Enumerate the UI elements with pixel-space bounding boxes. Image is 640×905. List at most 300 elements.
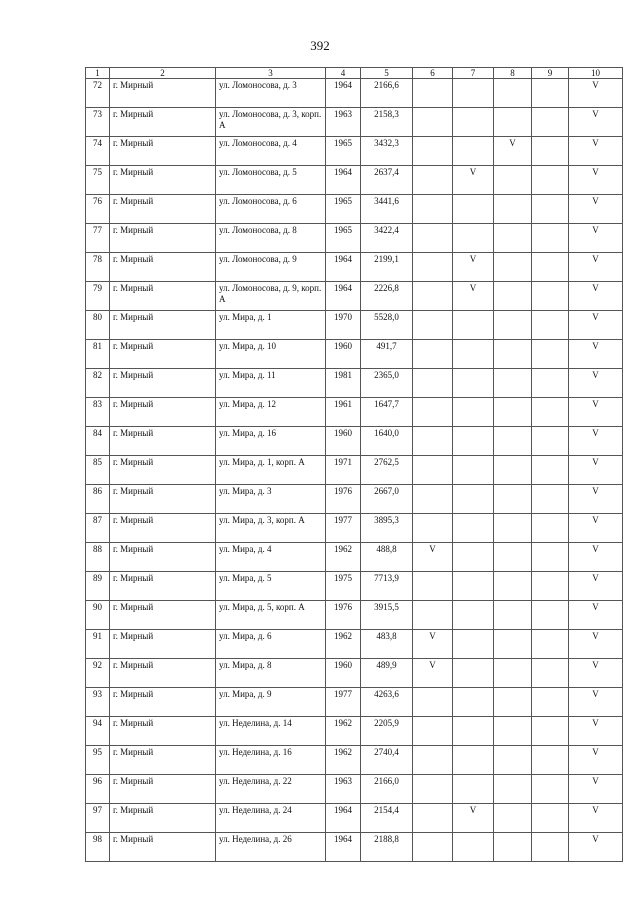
table-cell-col-6 (413, 717, 453, 746)
table-cell-col-year: 1960 (326, 659, 361, 688)
table-row (86, 282, 623, 311)
table-cell-col-6 (413, 514, 453, 543)
table-cell-col-number: 89 (86, 572, 110, 601)
table-cell-col-area: 2188,8 (361, 833, 413, 862)
table-cell-col-city: г. Мирный (110, 166, 216, 195)
table-cell-col-year: 1964 (326, 253, 361, 282)
table-cell-col-9 (532, 688, 569, 717)
table-cell-col-9 (532, 253, 569, 282)
table-cell-col-number: 87 (86, 514, 110, 543)
table-cell-col-10: V (569, 572, 623, 601)
table-cell-col-6 (413, 108, 453, 137)
table-cell-col-number: 93 (86, 688, 110, 717)
table-cell-col-city: г. Мирный (110, 311, 216, 340)
table-cell-col-8 (494, 282, 532, 311)
table-cell-col-city: г. Мирный (110, 572, 216, 601)
table-cell-col-number: 97 (86, 804, 110, 833)
table-cell-col-number: 90 (86, 601, 110, 630)
table-cell-col-10: V (569, 514, 623, 543)
table-row (86, 340, 623, 369)
table-cell-col-6 (413, 166, 453, 195)
table-cell-col-7 (453, 427, 494, 456)
table-cell-col-number: 81 (86, 340, 110, 369)
table-cell-col-9 (532, 108, 569, 137)
table-cell-col-address: ул. Неделина, д. 16 (216, 746, 326, 775)
table-cell-col-city: г. Мирный (110, 746, 216, 775)
table-cell-col-number: 95 (86, 746, 110, 775)
table-row (86, 804, 623, 833)
table-row (86, 746, 623, 775)
table-row (86, 630, 623, 659)
table-cell-col-8 (494, 485, 532, 514)
table-cell-col-9 (532, 630, 569, 659)
table-cell-col-10: V (569, 224, 623, 253)
table-cell-col-10: V (569, 282, 623, 311)
table-cell-col-6 (413, 688, 453, 717)
table-cell-col-6 (413, 427, 453, 456)
table-cell-col-8 (494, 717, 532, 746)
table-cell-col-address: ул. Мира, д. 10 (216, 340, 326, 369)
table-cell-col-city: г. Мирный (110, 717, 216, 746)
table-cell-col-7: V (453, 804, 494, 833)
table-cell-col-city: г. Мирный (110, 485, 216, 514)
table-cell-col-address: ул. Ломоносова, д. 8 (216, 224, 326, 253)
table-cell-col-7 (453, 746, 494, 775)
table-cell-col-10: V (569, 775, 623, 804)
table-cell-col-number: 91 (86, 630, 110, 659)
housing-registry-table (85, 67, 623, 862)
table-cell-col-year: 1971 (326, 456, 361, 485)
table-cell-col-year: 1981 (326, 369, 361, 398)
table-cell-col-10: V (569, 543, 623, 572)
table-cell-col-8 (494, 311, 532, 340)
table-cell-col-address: ул. Мира, д. 4 (216, 543, 326, 572)
table-cell-col-7 (453, 398, 494, 427)
table-cell-col-8: V (494, 137, 532, 166)
table-cell-col-10: V (569, 195, 623, 224)
table-cell-col-8 (494, 688, 532, 717)
table-row (86, 601, 623, 630)
table-cell-col-city: г. Мирный (110, 688, 216, 717)
table-cell-col-city: г. Мирный (110, 108, 216, 137)
table-cell-col-9 (532, 746, 569, 775)
table-cell-col-8 (494, 340, 532, 369)
table-cell-col-address: ул. Мира, д. 5 (216, 572, 326, 601)
table-cell-col-year: 1965 (326, 224, 361, 253)
table-cell-col-10: V (569, 833, 623, 862)
table-cell-col-7 (453, 137, 494, 166)
table-row (86, 195, 623, 224)
table-cell-col-7 (453, 688, 494, 717)
table-body (86, 68, 623, 862)
table-cell-col-7 (453, 108, 494, 137)
table-cell-col-year: 1960 (326, 340, 361, 369)
table-cell-col-7 (453, 311, 494, 340)
table-cell-col-8 (494, 630, 532, 659)
table-cell-col-year: 1977 (326, 688, 361, 717)
table-cell-col-area: 489,9 (361, 659, 413, 688)
table-cell-col-10: V (569, 630, 623, 659)
table-cell-col-10: V (569, 108, 623, 137)
table-cell-col-city: г. Мирный (110, 804, 216, 833)
table-cell-col-8 (494, 746, 532, 775)
table-cell-col-year: 1960 (326, 427, 361, 456)
table-cell-col-city: г. Мирный (110, 456, 216, 485)
table-cell-col-year: 1976 (326, 601, 361, 630)
table-cell-col-area: 2762,5 (361, 456, 413, 485)
table-cell-col-city: г. Мирный (110, 340, 216, 369)
table-row (86, 543, 623, 572)
table-cell-col-area: 4263,6 (361, 688, 413, 717)
table-cell-col-number: 79 (86, 282, 110, 311)
table-cell-col-city: г. Мирный (110, 282, 216, 311)
table-row (86, 775, 623, 804)
header-cell-col-10: 10 (569, 68, 623, 79)
table-row (86, 717, 623, 746)
header-cell-col-address: 3 (216, 68, 326, 79)
table-cell-col-6 (413, 572, 453, 601)
table-cell-col-area: 2166,6 (361, 79, 413, 108)
table-cell-col-area: 2667,0 (361, 485, 413, 514)
table-cell-col-city: г. Мирный (110, 775, 216, 804)
table-row (86, 833, 623, 862)
header-cell-col-9: 9 (532, 68, 569, 79)
table-cell-col-10: V (569, 166, 623, 195)
table-cell-col-area: 3915,5 (361, 601, 413, 630)
table-cell-col-9 (532, 456, 569, 485)
table-cell-col-area: 2637,4 (361, 166, 413, 195)
table-cell-col-address: ул. Мира, д. 8 (216, 659, 326, 688)
table-cell-col-area: 3432,3 (361, 137, 413, 166)
table-cell-col-area: 3422,4 (361, 224, 413, 253)
table-cell-col-number: 84 (86, 427, 110, 456)
table-cell-col-address: ул. Мира, д. 11 (216, 369, 326, 398)
table-cell-col-10: V (569, 253, 623, 282)
table-cell-col-number: 76 (86, 195, 110, 224)
table-cell-col-address: ул. Мира, д. 5, корп. А (216, 601, 326, 630)
table-cell-col-8 (494, 572, 532, 601)
table-cell-col-area: 2226,8 (361, 282, 413, 311)
table-cell-col-8 (494, 543, 532, 572)
table-cell-col-number: 86 (86, 485, 110, 514)
table-row (86, 398, 623, 427)
table-cell-col-city: г. Мирный (110, 398, 216, 427)
table-cell-col-area: 2199,1 (361, 253, 413, 282)
table-cell-col-city: г. Мирный (110, 514, 216, 543)
table-cell-col-number: 82 (86, 369, 110, 398)
table-cell-col-address: ул. Мира, д. 6 (216, 630, 326, 659)
table-cell-col-9 (532, 340, 569, 369)
table-cell-col-6 (413, 195, 453, 224)
header-cell-col-6: 6 (413, 68, 453, 79)
table-cell-col-9 (532, 514, 569, 543)
table-cell-col-area: 2365,0 (361, 369, 413, 398)
table-row (86, 514, 623, 543)
table-cell-col-8 (494, 427, 532, 456)
table-cell-col-number: 88 (86, 543, 110, 572)
table-row (86, 79, 623, 108)
table-cell-col-year: 1970 (326, 311, 361, 340)
table-cell-col-9 (532, 369, 569, 398)
table-cell-col-city: г. Мирный (110, 224, 216, 253)
table-cell-col-number: 78 (86, 253, 110, 282)
table-cell-col-6 (413, 398, 453, 427)
table-row (86, 253, 623, 282)
header-cell-col-year: 4 (326, 68, 361, 79)
header-cell-col-number: 1 (86, 68, 110, 79)
table-cell-col-year: 1963 (326, 108, 361, 137)
table-cell-col-7 (453, 79, 494, 108)
table-cell-col-9 (532, 311, 569, 340)
header-row (86, 68, 623, 79)
table-cell-col-7 (453, 224, 494, 253)
table-cell-col-9 (532, 137, 569, 166)
table-cell-col-7 (453, 833, 494, 862)
table-cell-col-10: V (569, 340, 623, 369)
table-cell-col-city: г. Мирный (110, 253, 216, 282)
table-cell-col-6 (413, 282, 453, 311)
table-cell-col-year: 1977 (326, 514, 361, 543)
table-cell-col-9 (532, 195, 569, 224)
table-cell-col-9 (532, 224, 569, 253)
table-cell-col-area: 1640,0 (361, 427, 413, 456)
table-cell-col-10: V (569, 659, 623, 688)
table-cell-col-8 (494, 456, 532, 485)
table-cell-col-number: 72 (86, 79, 110, 108)
table-cell-col-number: 94 (86, 717, 110, 746)
table-cell-col-city: г. Мирный (110, 543, 216, 572)
table-cell-col-year: 1962 (326, 717, 361, 746)
table-cell-col-number: 98 (86, 833, 110, 862)
table-cell-col-address: ул. Ломоносова, д. 9 (216, 253, 326, 282)
table-row (86, 166, 623, 195)
table-row (86, 311, 623, 340)
table-cell-col-7: V (453, 166, 494, 195)
table-cell-col-10: V (569, 369, 623, 398)
table-cell-col-area: 2158,3 (361, 108, 413, 137)
table-cell-col-address: ул. Мира, д. 1 (216, 311, 326, 340)
table-cell-col-7 (453, 514, 494, 543)
table-cell-col-7 (453, 485, 494, 514)
table-cell-col-9 (532, 79, 569, 108)
table-cell-col-year: 1964 (326, 166, 361, 195)
table-cell-col-6 (413, 340, 453, 369)
table-cell-col-address: ул. Ломоносова, д. 9, корп. А (216, 282, 326, 311)
table-cell-col-8 (494, 79, 532, 108)
table-cell-col-6 (413, 833, 453, 862)
table-cell-col-year: 1964 (326, 79, 361, 108)
table-row (86, 369, 623, 398)
table-cell-col-8 (494, 601, 532, 630)
table-cell-col-9 (532, 804, 569, 833)
table-cell-col-8 (494, 398, 532, 427)
table-cell-col-9 (532, 543, 569, 572)
table-cell-col-area: 5528,0 (361, 311, 413, 340)
table-cell-col-7: V (453, 253, 494, 282)
table-cell-col-area: 2740,4 (361, 746, 413, 775)
table-cell-col-7 (453, 775, 494, 804)
table-cell-col-9 (532, 485, 569, 514)
table-cell-col-6 (413, 253, 453, 282)
table-cell-col-area: 7713,9 (361, 572, 413, 601)
table-cell-col-number: 74 (86, 137, 110, 166)
table-cell-col-7 (453, 195, 494, 224)
table-cell-col-address: ул. Ломоносова, д. 5 (216, 166, 326, 195)
table-row (86, 427, 623, 456)
table-cell-col-city: г. Мирный (110, 79, 216, 108)
table-cell-col-address: ул. Мира, д. 16 (216, 427, 326, 456)
table-cell-col-address: ул. Ломоносова, д. 6 (216, 195, 326, 224)
table-cell-col-address: ул. Мира, д. 9 (216, 688, 326, 717)
table-cell-col-10: V (569, 311, 623, 340)
table-cell-col-10: V (569, 601, 623, 630)
table-cell-col-7 (453, 543, 494, 572)
table-cell-col-6 (413, 137, 453, 166)
table-cell-col-area: 483,8 (361, 630, 413, 659)
header-cell-col-7: 7 (453, 68, 494, 79)
table-cell-col-area: 2166,0 (361, 775, 413, 804)
table-cell-col-8 (494, 166, 532, 195)
table-cell-col-7 (453, 630, 494, 659)
table-cell-col-number: 96 (86, 775, 110, 804)
table-cell-col-year: 1962 (326, 630, 361, 659)
table-cell-col-6: V (413, 659, 453, 688)
table-cell-col-8 (494, 804, 532, 833)
table-cell-col-year: 1961 (326, 398, 361, 427)
header-cell-col-area: 5 (361, 68, 413, 79)
table-row (86, 108, 623, 137)
table-cell-col-address: ул. Мира, д. 12 (216, 398, 326, 427)
table-cell-col-number: 83 (86, 398, 110, 427)
table-cell-col-address: ул. Мира, д. 1, корп. А (216, 456, 326, 485)
table-cell-col-8 (494, 108, 532, 137)
table-cell-col-6: V (413, 543, 453, 572)
table-cell-col-10: V (569, 485, 623, 514)
table-cell-col-year: 1964 (326, 804, 361, 833)
table-cell-col-city: г. Мирный (110, 659, 216, 688)
table-cell-col-area: 3895,3 (361, 514, 413, 543)
table-cell-col-address: ул. Ломоносова, д. 4 (216, 137, 326, 166)
table-cell-col-6 (413, 746, 453, 775)
table-row (86, 659, 623, 688)
table-cell-col-address: ул. Неделина, д. 24 (216, 804, 326, 833)
table-cell-col-8 (494, 253, 532, 282)
table-cell-col-9 (532, 166, 569, 195)
table-cell-col-6 (413, 775, 453, 804)
table-cell-col-year: 1975 (326, 572, 361, 601)
table-cell-col-9 (532, 282, 569, 311)
table-cell-col-year: 1964 (326, 282, 361, 311)
table-cell-col-8 (494, 833, 532, 862)
table-cell-col-6 (413, 369, 453, 398)
table-cell-col-area: 491,7 (361, 340, 413, 369)
table-cell-col-7 (453, 456, 494, 485)
table-row (86, 485, 623, 514)
table-cell-col-10: V (569, 456, 623, 485)
table-cell-col-year: 1962 (326, 543, 361, 572)
page-number: 392 (310, 38, 330, 53)
table-cell-col-city: г. Мирный (110, 427, 216, 456)
table-cell-col-7 (453, 601, 494, 630)
table-cell-col-6 (413, 456, 453, 485)
table-cell-col-6 (413, 311, 453, 340)
table-cell-col-7 (453, 572, 494, 601)
table-cell-col-6 (413, 601, 453, 630)
table-cell-col-year: 1964 (326, 833, 361, 862)
table-cell-col-area: 3441,6 (361, 195, 413, 224)
table-row (86, 137, 623, 166)
table-cell-col-address: ул. Неделина, д. 26 (216, 833, 326, 862)
table-cell-col-10: V (569, 137, 623, 166)
table-cell-col-number: 75 (86, 166, 110, 195)
table-row (86, 688, 623, 717)
table-cell-col-city: г. Мирный (110, 601, 216, 630)
table-cell-col-9 (532, 717, 569, 746)
table-cell-col-year: 1976 (326, 485, 361, 514)
table-row (86, 224, 623, 253)
table-cell-col-10: V (569, 717, 623, 746)
table-cell-col-number: 73 (86, 108, 110, 137)
table-cell-col-10: V (569, 688, 623, 717)
table-cell-col-year: 1962 (326, 746, 361, 775)
table-cell-col-area: 2205,9 (361, 717, 413, 746)
table-row (86, 572, 623, 601)
table-cell-col-8 (494, 369, 532, 398)
table-cell-col-7: V (453, 282, 494, 311)
table-cell-col-10: V (569, 427, 623, 456)
table-cell-col-city: г. Мирный (110, 369, 216, 398)
table-cell-col-9 (532, 833, 569, 862)
table-cell-col-city: г. Мирный (110, 195, 216, 224)
table-cell-col-year: 1965 (326, 137, 361, 166)
table-cell-col-9 (532, 659, 569, 688)
table-cell-col-area: 488,8 (361, 543, 413, 572)
header-cell-col-8: 8 (494, 68, 532, 79)
table-cell-col-city: г. Мирный (110, 137, 216, 166)
table-cell-col-9 (532, 398, 569, 427)
table-cell-col-address: ул. Неделина, д. 22 (216, 775, 326, 804)
table-cell-col-number: 85 (86, 456, 110, 485)
table-cell-col-6 (413, 224, 453, 253)
table-cell-col-7 (453, 369, 494, 398)
table-cell-col-10: V (569, 804, 623, 833)
table-cell-col-8 (494, 224, 532, 253)
table-cell-col-address: ул. Ломоносова, д. 3 (216, 79, 326, 108)
table-cell-col-7 (453, 717, 494, 746)
table-cell-col-area: 1647,7 (361, 398, 413, 427)
header-cell-col-city: 2 (110, 68, 216, 79)
table-cell-col-area: 2154,4 (361, 804, 413, 833)
table-cell-col-year: 1965 (326, 195, 361, 224)
table-cell-col-address: ул. Мира, д. 3 (216, 485, 326, 514)
table-cell-col-number: 80 (86, 311, 110, 340)
table-cell-col-number: 77 (86, 224, 110, 253)
table-cell-col-address: ул. Мира, д. 3, корп. А (216, 514, 326, 543)
table-cell-col-city: г. Мирный (110, 630, 216, 659)
table-cell-col-8 (494, 195, 532, 224)
table-cell-col-number: 92 (86, 659, 110, 688)
table-cell-col-8 (494, 775, 532, 804)
table-cell-col-address: ул. Неделина, д. 14 (216, 717, 326, 746)
table-cell-col-9 (532, 572, 569, 601)
table-cell-col-year: 1963 (326, 775, 361, 804)
table-cell-col-6 (413, 79, 453, 108)
table-cell-col-7 (453, 340, 494, 369)
table-cell-col-6 (413, 804, 453, 833)
table-cell-col-city: г. Мирный (110, 833, 216, 862)
table-cell-col-10: V (569, 398, 623, 427)
table-row (86, 456, 623, 485)
